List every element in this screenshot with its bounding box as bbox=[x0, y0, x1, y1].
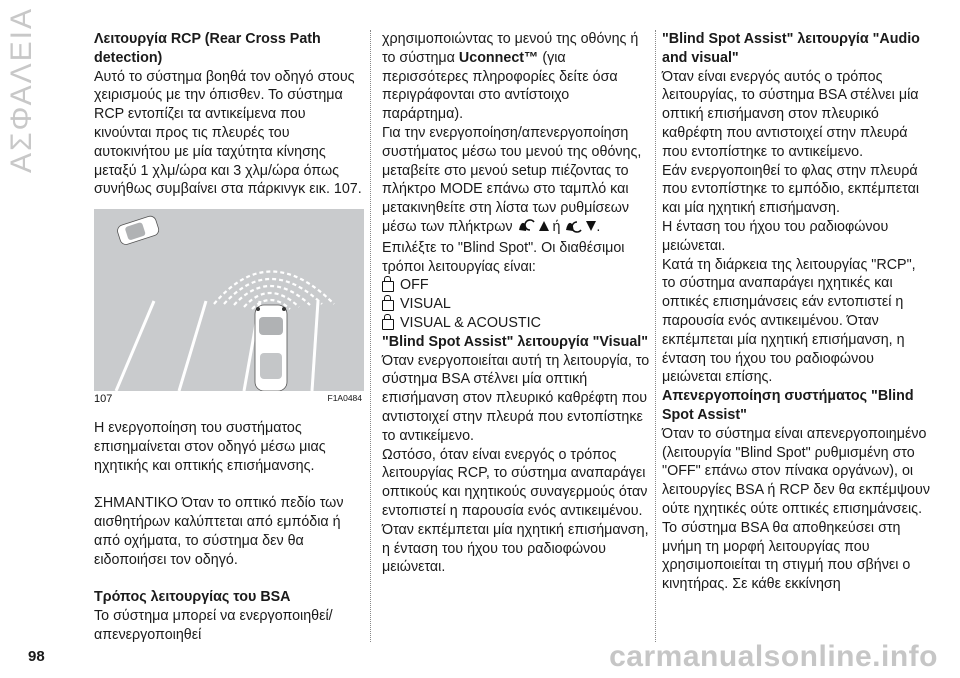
reversing-car bbox=[255, 305, 287, 391]
column-1 bbox=[94, 30, 364, 645]
option-off: OFF bbox=[382, 276, 652, 295]
watermark: carmanualsonline.info bbox=[609, 640, 938, 673]
deactivation-paragraph: Όταν το σύστημα είναι απενεργοποιημένο (λειτουργία "Blind Spot" ρυθμισμένη στο "OFF" επάνω στον πίνακα οργάνων), οι λειτουργίες BSA ή RCP δεν θα εκπέμψουν ούτε ηχητικές ούτε οπτικές επισημάνσεις. bbox=[662, 425, 930, 517]
figure-number: 107 bbox=[94, 393, 113, 406]
volume-paragraph: Η ένταση του ήχου του ραδιοφώνου μειώνεται. bbox=[662, 218, 889, 254]
bullet-icon bbox=[382, 300, 394, 311]
column-divider bbox=[655, 30, 656, 642]
bullet-icon bbox=[382, 281, 394, 292]
section-tab-label: ΑΣΦΑΛΕΙΑ bbox=[5, 6, 38, 174]
important-note: ΣΗΜΑΝΤΙΚΟ Όταν το οπτικό πεδίο των αισθητήρων καλύπτεται από εμπόδια ή από οχήματα, το σύστημα δεν θα ειδοποιήσει τον οδηγό. bbox=[94, 495, 344, 568]
bullet-icon bbox=[382, 319, 394, 330]
bsa-mode-intro: Το σύστημα μπορεί να ενεργοποιηθεί/απενεργοποιηθεί bbox=[94, 608, 333, 643]
section-tab bbox=[0, 0, 44, 678]
option-visual: VISUAL bbox=[382, 295, 652, 314]
up-arrow-button-icon bbox=[517, 218, 549, 239]
page-number: 98 bbox=[28, 648, 45, 665]
option-visual-acoustic: VISUAL & ACOUSTIC bbox=[382, 314, 652, 333]
audio-visual-heading: "Blind Spot Assist" λειτουργία "Audio and visual" bbox=[662, 31, 920, 66]
bsa-mode-heading: Τρόπος λειτουργίας του BSA bbox=[94, 589, 291, 606]
parking-illustration bbox=[94, 209, 364, 391]
deactivation-heading: Απενεργοποίηση συστήματος "Blind Spot Assist" bbox=[662, 388, 914, 423]
rcp-audio-paragraph: Κατά τη διάρκεια της λειτουργίας "RCP", το σύστημα αναπαράγει ηχητικές και οπτικές επισημάνσεις εάν εντοπιστεί η παρουσία ενός αντικειμένου. Όταν εκπέμπεται μία ηχητική επισήμανση, η ένταση του ήχου του ραδιοφώνου μειώνεται επίσης. bbox=[662, 256, 916, 386]
crossing-car bbox=[116, 215, 160, 246]
uconnect-label: Uconnect™ bbox=[458, 49, 539, 66]
column-divider bbox=[370, 30, 371, 642]
rcp-description: Αυτό το σύστημα βοηθά τον οδηγό στους χειρισμούς με την όπισθεν. Το σύστημα RCP εντοπίζει τα αντικείμενα που κινούνται προς τις πλευρές του αυτοκινήτου με μία ταχύτητα κίνησης μεταξύ 1 χλμ/ώρα και 3 χλμ/ώρα όπως συνήθως συμβαίνει στα πάρκινγκ εικ. 107. bbox=[94, 68, 362, 198]
radio-volume-paragraph: Όταν εκπέμπεται μία ηχητική επισήμανση, η ένταση του ήχου του ραδιοφώνου μειώνεται. bbox=[382, 521, 649, 576]
setup-paragraph: Για την ενεργοποίηση/απενεργοποίηση συστήματος μέσω του μενού της οθόνης, μεταβείτε στο μενού setup πιέζοντας το πλήκτρο MODE επάνω στο ταμπλό και μετακινηθείτε στη λίστα των ρυθμίσεων μέσω των πλήκτρων ή . Επιλέξτε το "Blind Spot". Οι διαθέσιμοι τρόποι λειτουργίας είναι: bbox=[382, 124, 642, 275]
figure-code: F1A0484 bbox=[327, 393, 362, 404]
menu-paragraph: χρησιμοποιώντας το μενού της οθόνης ή το σύστημα Uconnect™ (για περισσότερες πληροφορίες δείτε όσα περιγράφονται στο αντίστοιχο παράρτημα). bbox=[382, 31, 639, 123]
column-2 bbox=[382, 30, 652, 577]
column-3 bbox=[662, 30, 932, 594]
visual-mode-paragraph: Όταν ενεργοποιείται αυτή τη λειτουργία, το σύστημα BSA στέλνει μία οπτική επισήμανση στον πλευρικό καθρέφτη που αντιστοιχεί στην πλευρά που εντοπίστηκε το αντικείμενο. bbox=[382, 352, 650, 444]
activation-paragraph: Η ενεργοποίηση του συστήματος επισημαίνεται στον οδηγό μέσω μιας ηχητικής και οπτικής επισήμανσης. bbox=[94, 420, 326, 474]
memory-paragraph: Το σύστημα BSA θα αποθηκεύσει στη μνήμη τη μορφή λειτουργίας που χρησιμοποιείται τη στιγμή που σβήνει ο κινητήρας. Σε κάθε εκκίνηση bbox=[662, 519, 911, 593]
down-arrow-button-icon bbox=[564, 218, 596, 239]
rcp-visual-paragraph: Ωστόσο, όταν είναι ενεργός ο τρόπος λειτουργίας RCP, το σύστημα αναπαράγει οπτικούς και ηχητικούς συναγερμούς όταν εντοπιστεί η παρουσία ενός αντικειμένου. bbox=[382, 446, 648, 519]
visual-mode-heading: "Blind Spot Assist" λειτουργία "Visual" bbox=[382, 333, 649, 350]
figure-caption bbox=[94, 391, 364, 411]
turn-signal-paragraph: Εάν ενεργοποιηθεί το φλας στην πλευρά που εντοπίστηκε το εμπόδιο, εκπέμπεται και μία ηχητική επισήμανση. bbox=[662, 162, 920, 217]
audio-visual-paragraph: Όταν είναι ενεργός αυτός ο τρόπος λειτουργίας, το σύστημα BSA στέλνει μία οπτική επισήμανση στον πλευρικό καθρέφτη που αντιστοιχεί στην πλευρά που εντοπίστηκε το αντικείμενο. bbox=[662, 68, 919, 160]
rcp-heading: Λειτουργία RCP (Rear Cross Path detection) bbox=[94, 31, 321, 66]
rcp-figure bbox=[94, 209, 364, 391]
